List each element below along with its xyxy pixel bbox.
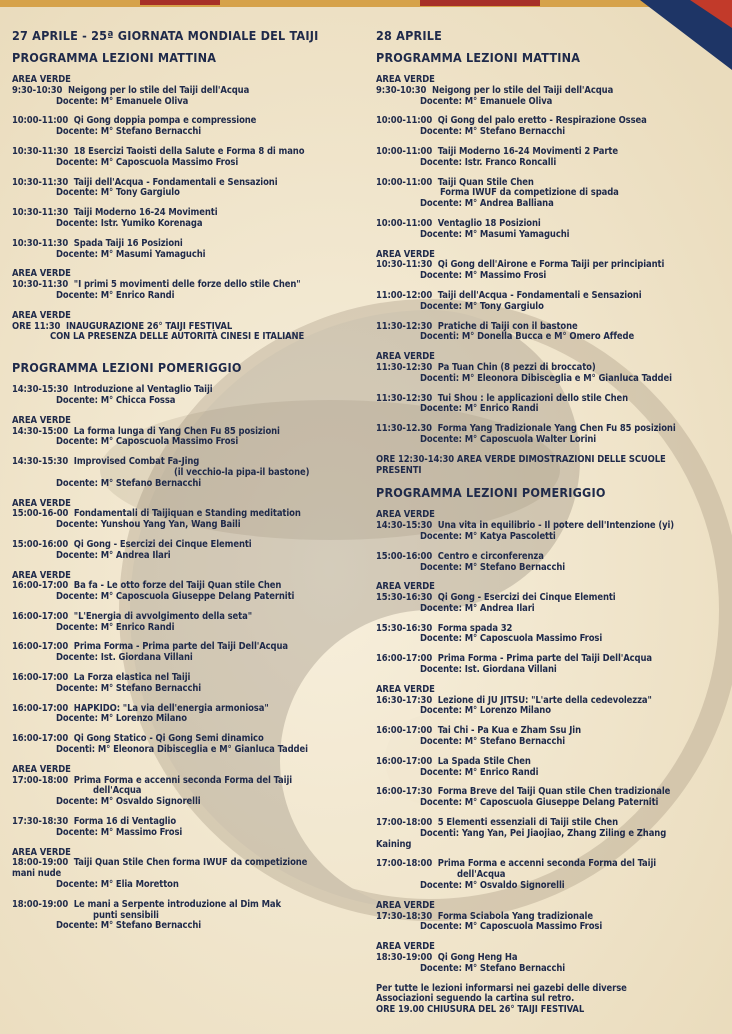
lesson-title: Qi Gong dell'Airone e Forma Taiji per principianti [437,259,665,271]
lesson-time: 10:30-11:30 [12,207,69,219]
lesson-time: 10:00-11:00 [376,217,433,229]
lesson-teacher: Docente: M° Caposcuola Massimo Frosi [56,436,239,448]
lesson-title: Centro e circonferenza [437,550,544,562]
lesson-item [376,942,728,974]
lesson-item [376,582,728,614]
lesson-time: 16:00-17:30 [376,786,433,798]
lesson-title: Forma Sciabola Yang tradizionale [437,910,593,922]
lesson-teacher: Docente: M° Masumi Yamaguchi [420,228,570,240]
lesson-title: Qi Gong - Esercizi dei Cinque Elementi [437,592,616,604]
lesson-time: 16:00-17:00 [376,653,433,665]
lesson-teacher: Docente: M° Enrico Randi [56,621,175,633]
lesson-teacher: Docente: M° Katya Pascoletti [420,530,556,542]
demonstration-note [376,455,728,477]
lesson-item [12,765,364,808]
inauguration-item [12,311,364,343]
lesson-title: Prima Forma - Prima parte del Taiji Dell'Acqua [437,653,652,665]
lesson-teacher: Docente: M° Chicca Fossa [56,394,176,406]
lesson-teacher: Docente: M° Stefano Bernacchi [420,561,566,573]
day-2-afternoon-title: PROGRAMMA LEZIONI POMERIGGIO [376,485,606,501]
lesson-time: 10:00-11:00 [376,145,433,157]
area-label: AREA VERDE [12,497,71,509]
lesson-title-cont: Forma IWUF da competizione di spada [440,187,619,199]
lesson-item [12,457,364,489]
lesson-time: 10:30-11:30 [12,176,69,188]
day-2-column [376,28,728,1025]
lesson-teacher: Docente: Yunshou Yang Yan, Wang Baili [56,519,241,531]
lesson-title-cont: (il vecchio-la pipa-il bastone) [174,466,310,478]
day-2-title: 28 APRILE [376,28,442,43]
lesson-time: 17:00-18:00 [376,817,433,829]
lesson-teacher: Docente: M° Tony Gargiulo [420,300,544,312]
lesson-item [12,147,364,169]
lesson-item [12,499,364,531]
day-1-morning-title: PROGRAMMA LEZIONI MATTINA [12,50,217,65]
area-label: AREA VERDE [12,309,71,321]
lesson-item [376,510,728,542]
lesson-title: 18 Esercizi Taoisti della Salute e Forma 8 di mano [73,145,305,157]
lesson-item [376,726,728,748]
lesson-time: 10:00-11:00 [376,115,433,127]
lesson-title-cont: mani nude [12,868,62,880]
lesson-teacher: Docente: M° Enrico Randi [56,289,175,301]
lesson-title: Lezione di JU JITSU: "L'arte della cedevolezza" [437,694,652,706]
lesson-time: 10:00-11:00 [376,176,433,188]
lesson-teacher: Docente: M° Enrico Randi [420,403,539,415]
lesson-teacher: Docente: M° Masumi Yamaguchi [56,248,206,260]
lesson-title: Qi Gong del palo eretto - Respirazione Ossea [437,115,647,127]
area-label: AREA VERDE [376,74,435,85]
lesson-teacher: Docente: M° Caposcuola Massimo Frosi [56,156,239,168]
day-1-afternoon-list [12,385,364,932]
lesson-title: Introduzione al Ventaglio Taiji [73,384,213,396]
lesson-item [376,424,728,446]
lesson-time: 10:30-11:30 [376,259,433,271]
lesson-item [12,385,364,407]
lesson-time: 14:30-15:00 [12,425,69,437]
lesson-teacher: Docente: M° Andrea Ilari [420,602,535,614]
lesson-title-cont: punti sensibili [93,909,159,921]
lesson-item [376,291,728,313]
lesson-teacher: Docente: M° Emanuele Oliva [56,95,189,107]
lesson-item [12,817,364,839]
lesson-title: Neigong per lo stile del Taiji dell'Acqua [68,84,250,96]
area-label: AREA VERDE [376,941,435,953]
lesson-item [12,900,364,932]
area-label: AREA VERDE [376,581,435,593]
lesson-item [376,787,728,809]
day-1-title: 27 APRILE - 25ª GIORNATA MONDIALE DEL TAIJI [12,28,319,43]
lesson-time: 17:30-18:30 [12,816,69,828]
demonstration-line: PRESENTI [376,464,422,476]
lesson-title: Pratiche di Taiji con il bastone [437,320,578,332]
lesson-time: 16:00-17:00 [12,672,69,684]
lesson-title: Qi Gong - Esercizi dei Cinque Elementi [73,538,252,550]
lesson-title: Spada Taiji 16 Posizioni [73,237,183,249]
lesson-title: Le mani a Serpente introduzione al Dim Mak [73,898,281,910]
lesson-title: "L'Energia di avvolgimento della seta" [73,610,252,622]
lesson-title: Una vita in equilibrio - Il potere dell'Intenzione (yi) [437,520,675,532]
lesson-time: 15:30-16:30 [376,622,433,634]
lesson-item [12,75,364,107]
lesson-item [12,208,364,230]
footer-note [376,984,728,1016]
lesson-time: 16:30-17:30 [376,694,433,706]
lesson-teacher: Docente: M° Osvaldo Signorelli [420,880,565,892]
lesson-teacher: Docenti: M° Eleonora Dibisceglia e M° Gianluca Taddei [420,372,672,384]
lesson-teacher: Docente: M° Stefano Bernacchi [420,126,566,138]
lesson-time: 15:30-16:30 [376,592,433,604]
lesson-item [12,571,364,603]
lesson-time: 10:30-11:30 [12,237,69,249]
lesson-time: 9:30-10:30 [12,84,63,96]
lesson-item [376,552,728,574]
lesson-item [376,116,728,138]
area-label: AREA VERDE [12,268,71,280]
lesson-item [376,901,728,933]
lesson-teacher: Docente: M° Stefano Bernacchi [56,477,202,489]
lesson-teacher: Docente: M° Massimo Frosi [56,826,183,838]
lesson-title: Taiji Quan Stile Chen [437,176,534,188]
lesson-title: Prima Forma e accenni seconda Forma del Taiji [73,774,293,786]
lesson-title: Forma 16 di Ventaglio [73,816,177,828]
lesson-title: Forma spada 32 [437,622,513,634]
lesson-teacher: Docente: M° Lorenzo Milano [420,705,551,717]
lesson-time: 17:00-18:00 [376,858,433,870]
lesson-time: 17:30-18:30 [376,910,433,922]
lesson-teacher: Docenti: M° Eleonora Dibisceglia e M° Gianluca Taddei [56,744,308,756]
lesson-title: Forma Breve del Taiji Quan stile Chen tradizionale [437,786,671,798]
lesson-time: 15:00-16-00 [12,508,69,520]
lesson-title: La Spada Stile Chen [437,755,531,767]
lesson-title: La forma lunga di Yang Chen Fu 85 posizioni [73,425,280,437]
lesson-title: Fondamentali di Taijiquan e Standing meditation [73,508,301,520]
lesson-title: Tai Chi - Pa Kua e Zham Ssu Jin [437,725,582,737]
lesson-teacher: Docente: M° Lorenzo Milano [56,713,187,725]
lesson-item [12,704,364,726]
lesson-time: 10:30-11:30 [12,279,69,291]
lesson-time: 16:00-17:00 [12,641,69,653]
lesson-item [376,352,728,384]
area-label: AREA VERDE [12,74,71,85]
lesson-title: Qi Gong Heng Ha [437,952,518,964]
lesson-teacher: Docente: M° Enrico Randi [420,766,539,778]
lesson-time: 18:00-19:00 [12,857,69,869]
area-label: AREA VERDE [376,899,435,911]
lesson-teacher: Docente: Istr. Franco Roncalli [420,156,557,168]
lesson-teacher: Docente: M° Caposcuola Massimo Frosi [420,633,603,645]
inauguration-line: CON LA PRESENZA DELLE AUTORITÀ CINESI E ITALIANE [50,331,305,343]
lesson-item [376,859,728,891]
lesson-title: Ba fa - Le otto forze del Taiji Quan stile Chen [73,580,282,592]
lesson-title: Ventaglio 18 Posizioni [437,217,541,229]
lesson-item [376,624,728,646]
footer-line: Associazioni seguendo la cartina sul retro. [376,993,575,1005]
lesson-title: 5 Elementi essenziali di Taiji stile Chen [437,817,619,829]
lesson-teacher: Docente: Ist. Giordana Villani [420,664,557,676]
lesson-teacher: Docente: M° Caposcuola Massimo Frosi [420,921,603,933]
lesson-item [376,322,728,344]
lesson-teacher-cont: Kaining [376,838,412,850]
lesson-teacher: Docente: M° Andrea Balliana [420,198,554,210]
lesson-title: Taiji dell'Acqua - Fondamentali e Sensazioni [437,289,642,301]
lesson-title: Neigong per lo stile del Taiji dell'Acqua [432,84,614,96]
lesson-teacher: Docente: M° Emanuele Oliva [420,95,553,107]
area-label: AREA VERDE [12,846,71,858]
lesson-time: 9:30-10:30 [376,84,427,96]
lesson-title: HAPKIDO: "La via dell'energia armoniosa" [73,702,269,714]
lesson-teacher: Docente: Istr. Yumiko Korenaga [56,217,203,229]
lesson-item [376,818,728,850]
lesson-time: 16:00-17:00 [12,610,69,622]
lesson-title: Taiji Moderno 16-24 Movimenti [73,207,218,219]
lesson-time: 17:00-18:00 [12,774,69,786]
lesson-title: Qi Gong Statico - Qi Gong Semi dinamico [73,733,264,745]
lesson-title-cont: dell'Acqua [93,785,142,797]
day-1-morning-list [12,75,364,343]
lesson-title: Improvised Combat Fa-Jing [73,456,200,468]
lesson-teacher: Docente: M° Osvaldo Signorelli [56,796,201,808]
lesson-teacher: Docente: M° Tony Gargiulo [56,187,180,199]
day-1-afternoon-title: PROGRAMMA LEZIONI POMERIGGIO [12,360,242,376]
lesson-time: 16:00-17:00 [12,733,69,745]
lesson-item [376,219,728,241]
lesson-item [12,239,364,261]
lesson-time: 15:00-16:00 [376,550,433,562]
area-label: AREA VERDE [376,509,435,521]
lesson-item [12,642,364,664]
lesson-item [12,848,364,891]
lesson-time: 16:00-17:00 [376,725,433,737]
lesson-title: Prima Forma e accenni seconda Forma del Taiji [437,858,657,870]
lesson-title: Qi Gong doppia pompa e compressione [73,115,257,127]
lesson-time: 10:30-11:30 [12,145,69,157]
lesson-teacher: Docente: M° Stefano Bernacchi [56,920,202,932]
lesson-time: 16:00-17:00 [12,580,69,592]
lesson-title: Taiji Quan Stile Chen forma IWUF da competizione [73,857,308,869]
area-label: AREA VERDE [376,248,435,260]
lesson-item [376,147,728,169]
lesson-teacher: Docente: M° Elia Moretton [56,879,179,891]
lesson-teacher: Docenti: M° Donella Bucca e M° Omero Affede [420,331,635,343]
lesson-title: Tui Shou : le applicazioni dello stile Chen [437,392,629,404]
lesson-time: 15:00-16:00 [12,538,69,550]
lesson-item [12,269,364,301]
lesson-item [12,673,364,695]
lesson-teacher: Docente: M° Stefano Bernacchi [420,962,566,974]
lesson-title: Taiji Moderno 16-24 Movimenti 2 Parte [437,145,618,157]
lesson-title-cont: dell'Acqua [457,869,506,881]
lesson-time: 18:00-19:00 [12,898,69,910]
area-label: AREA VERDE [376,683,435,695]
lesson-teacher: Docente: M° Caposcuola Giuseppe Delang Paterniti [56,591,295,603]
lesson-time: 14:30-15:30 [12,456,69,468]
lesson-title: Pa Tuan Chin (8 pezzi di broccato) [437,361,596,373]
area-label: AREA VERDE [12,569,71,581]
lesson-title: "I primi 5 movimenti delle forze dello stile Chen" [73,279,301,291]
lesson-time: 14:30-15:30 [376,520,433,532]
lesson-teacher: Docenti: Yang Yan, Pei Jiaojiao, Zhang Ziling e Zhang [420,827,667,839]
lesson-time: 11:30-12:30 [376,392,433,404]
lesson-teacher: Docente: M° Massimo Frosi [420,270,547,282]
lesson-time: 16:00-17:00 [376,755,433,767]
lesson-time: 11:30-12.30 [376,423,432,435]
lesson-item [12,178,364,200]
footer-line: Per tutte le lezioni informarsi nei gazebi delle diverse [376,982,627,994]
area-label: AREA VERDE [12,763,71,775]
day-2-morning-list [376,75,728,476]
area-label: AREA VERDE [12,414,71,426]
lesson-item [376,757,728,779]
day-1-column [12,28,364,941]
lesson-teacher: Docente: M° Stefano Bernacchi [420,736,566,748]
inauguration-line: ORE 11:30 INAUGURAZIONE 26° TAIJI FESTIVAL [12,320,233,332]
lesson-item [376,178,728,210]
lesson-teacher: Docente: M° Andrea Ilari [56,549,171,561]
day-2-morning-title: PROGRAMMA LEZIONI MATTINA [376,50,581,65]
demonstration-line: ORE 12:30-14:30 AREA VERDE DIMOSTRAZIONI DELLE SCUOLE [376,453,666,465]
lesson-item [376,394,728,416]
lesson-time: 11:30-12:30 [376,361,433,373]
lesson-teacher: Docente: M° Caposcuola Walter Lorini [420,433,597,445]
lesson-teacher: Docente: M° Caposcuola Giuseppe Delang Paterniti [420,797,659,809]
lesson-title: Prima Forma - Prima parte del Taiji Dell'Acqua [73,641,288,653]
lesson-item [376,685,728,717]
lesson-title: Forma Yang Tradizionale Yang Chen Fu 85 posizioni [437,423,676,435]
lesson-time: 10:00-11:00 [12,115,69,127]
lesson-item [376,250,728,282]
day-2-afternoon-list [376,510,728,1016]
lesson-item [12,540,364,562]
lesson-time: 11:30-12:30 [376,320,433,332]
lesson-title: Taiji dell'Acqua - Fondamentali e Sensazioni [73,176,278,188]
area-label: AREA VERDE [376,351,435,363]
lesson-title: La Forza elastica nel Taiji [73,672,191,684]
lesson-teacher: Docente: M° Stefano Bernacchi [56,126,202,138]
lesson-item [376,75,728,107]
lesson-item [12,734,364,756]
lesson-item [12,612,364,634]
lesson-item [376,654,728,676]
lesson-time: 18:30-19:00 [376,952,433,964]
footer-line: ORE 19.00 CHIUSURA DEL 26° TAIJI FESTIVAL [376,1004,585,1016]
lesson-time: 14:30-15:30 [12,384,69,396]
lesson-time: 16:00-17:00 [12,702,69,714]
lesson-item [12,416,364,448]
lesson-teacher: Docente: Ist. Giordana Villani [56,652,193,664]
lesson-item [12,116,364,138]
lesson-teacher: Docente: M° Stefano Bernacchi [56,682,202,694]
lesson-time: 11:00-12:00 [376,289,433,301]
